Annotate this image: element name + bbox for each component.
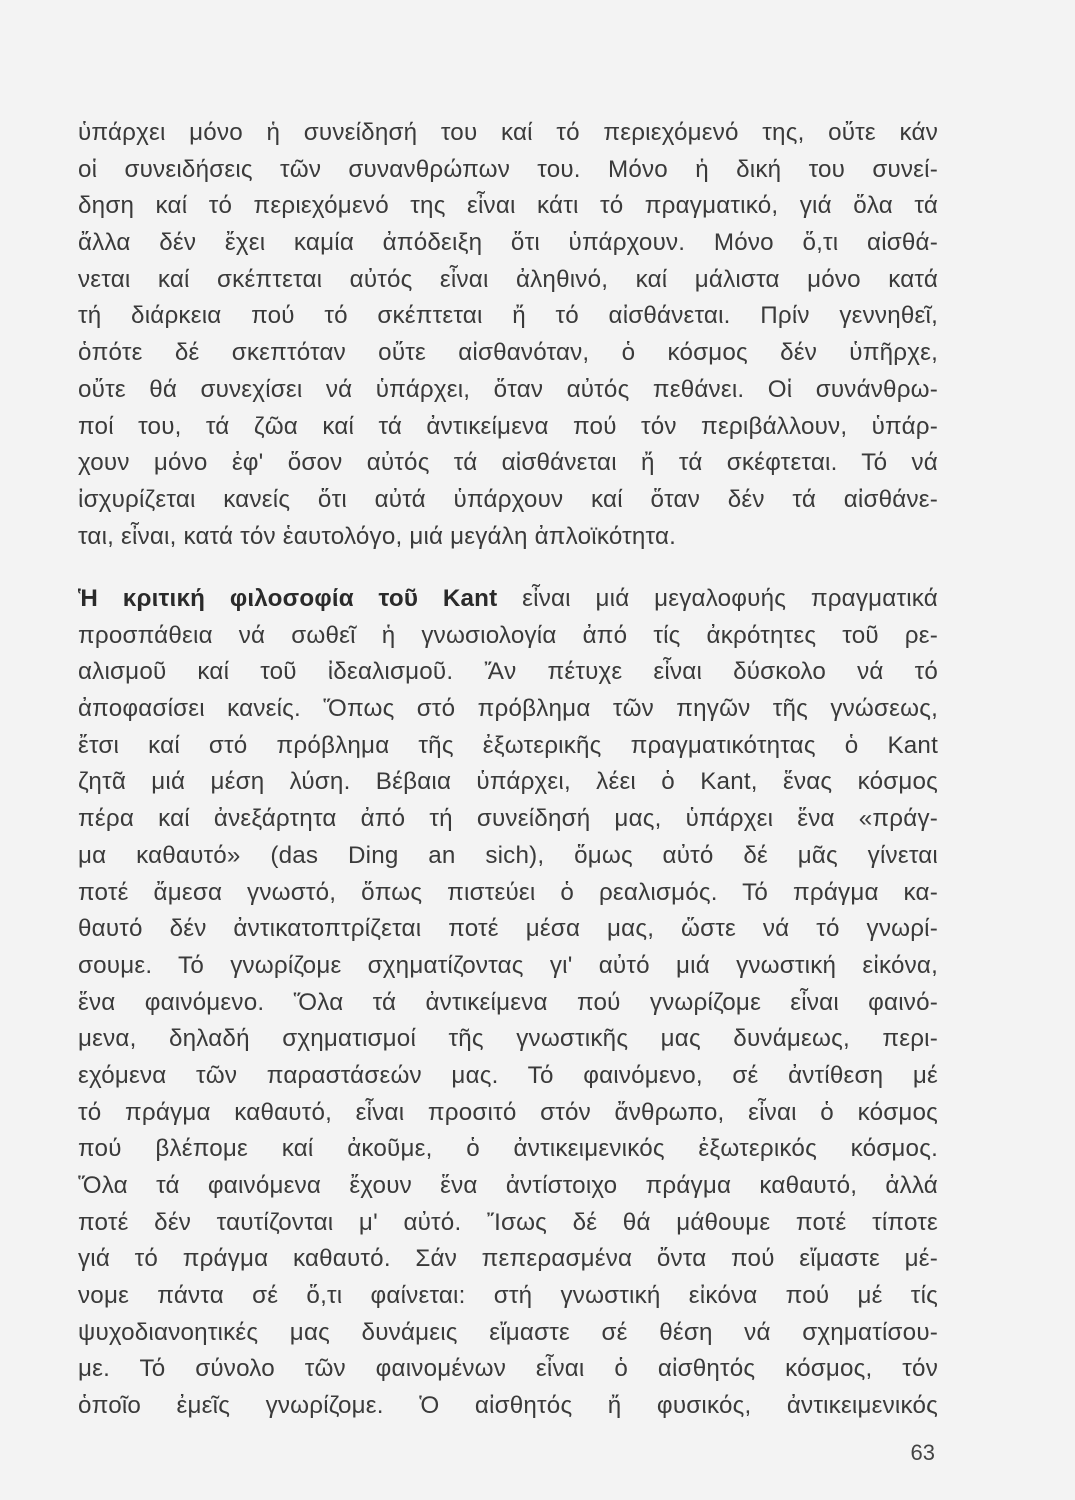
text-line: ἰσχυρίζεται κανείς ὅτι αὐτά ὑπάρχουν καί ὅταν δέν τά αἰσθάνε- xyxy=(78,485,938,513)
text-line: αλισμοῦ καί τοῦ ἰδεαλισμοῦ. Ἄν πέτυχε εἶναι δύσκολο νά τό xyxy=(78,658,938,686)
text-line: ὁποῖο ἐμεῖς γνωρίζομε. Ὁ αἰσθητός ἤ φυσικός, ἀντικειμενικός xyxy=(78,1392,938,1420)
text-line: ὁπότε δέ σκεπτόταν οὔτε αἰσθανόταν, ὁ κόσμος δέν ὑπῆρχε, xyxy=(78,339,938,367)
text-line: Ὅλα τά φαινόμενα ἔχουν ἕνα ἀντίστοιχο πράγμα καθαυτό, ἀλλά xyxy=(78,1172,938,1199)
section-heading: Ἡ κριτική φιλοσοφία τοῦ Kant xyxy=(78,585,498,612)
text-span: εἶναι μιά μεγαλοφυής πραγματικά xyxy=(497,585,938,612)
text-line: ποί του, τά ζῶα καί τά ἀντικείμενα πού τόν περιβάλλουν, ὑπάρ- xyxy=(78,412,938,440)
text-line: μενα, δηλαδή σχηματισμοί τῆς γνωστικῆς μας δυνάμεως, περι- xyxy=(78,1025,938,1053)
text-line: νεται καί σκέπτεται αὐτός εἶναι ἀληθινό, καί μάλιστα μόνο κατά xyxy=(78,265,938,293)
text-line: χουν μόνο ἐφ' ὅσον αὐτός τά αἰσθάνεται ἤ τά σκέφτεται. Τό νά xyxy=(78,449,938,477)
paragraph-subjective-idealism xyxy=(78,115,938,555)
text-line: θαυτό δέν ἀντικατοπτρίζεται ποτέ μέσα μας, ὥστε νά τό γνωρί- xyxy=(78,915,938,943)
text-line: ται, εἶναι, κατά τόν ἑαυτολόγο, μιά μεγάλη ἀπλοϊκότητα. xyxy=(78,522,677,550)
text-line: γιά τό πράγμα καθαυτό. Σάν πεπερασμένα ὄντα πού εἴμαστε μέ- xyxy=(78,1245,938,1273)
text-line: ὑπάρχει μόνο ἡ συνείδησή του καί τό περιεχόμενό της, οὔτε κάν xyxy=(78,119,938,146)
text-line-with-heading xyxy=(78,581,938,618)
text-line: πού βλέπομε καί ἀκοῦμε, ὁ ἀντικειμενικός ἐξωτερικός κόσμος. xyxy=(78,1135,938,1163)
text-line: οἱ συνειδήσεις τῶν συνανθρώπων του. Μόνο ἡ δική του συνεί- xyxy=(78,155,938,183)
text-line: προσπάθεια νά σωθεῖ ἡ γνωσιολογία ἀπό τίς ἀκρότητες τοῦ ρε- xyxy=(78,621,938,649)
text-line: τή διάρκεια πού τό σκέπτεται ἤ τό αἰσθάνεται. Πρίν γεννηθεῖ, xyxy=(78,302,938,330)
text-line: ἕνα φαινόμενο. Ὅλα τά ἀντικείμενα πού γνωρίζομε εἶναι φαινό- xyxy=(78,988,938,1016)
text-line: ποτέ δέν ταυτίζονται μ' αὐτό. Ἴσως δέ θά μάθουμε ποτέ τίποτε xyxy=(78,1208,938,1236)
text-line: νομε πάντα σέ ὅ,τι φαίνεται: στή γνωστική εἰκόνα πού μέ τίς xyxy=(78,1282,938,1310)
page-number: 63 xyxy=(910,1440,935,1465)
text-line: ζητᾶ μιά μέση λύση. Βέβαια ὑπάρχει, λέει ὁ Kant, ἕνας κόσμος xyxy=(78,768,938,796)
text-line: τό πράγμα καθαυτό, εἶναι προσιτό στόν ἄνθρωπο, εἶναι ὁ κόσμος xyxy=(78,1098,938,1126)
text-line: δηση καί τό περιεχόμενό της εἶναι κάτι τό πραγματικό, γιά ὅλα τά xyxy=(78,192,938,220)
text-line: εχόμενα τῶν παραστάσεών μας. Τό φαινόμενο, σέ ἀντίθεση μέ xyxy=(78,1061,938,1089)
text-line: μα καθαυτό» (das Ding an sich), ὅμως αὐτό δέ μᾶς γίνεται xyxy=(78,841,938,869)
text-line: ἔτσι καί στό πρόβλημα τῆς ἐξωτερικῆς πραγματικότητας ὁ Kant xyxy=(78,731,938,759)
text-line: με. Τό σύνολο τῶν φαινομένων εἶναι ὁ αἰσθητός κόσμος, τόν xyxy=(78,1355,938,1383)
text-line: ψυχοδιανοητικές μας δυνάμεις εἴμαστε σέ θέση νά σχηματίσου- xyxy=(78,1318,938,1346)
text-line: οὔτε θά συνεχίσει νά ὑπάρχει, ὅταν αὐτός πεθάνει. Οἱ συνάνθρω- xyxy=(78,375,938,403)
text-line: σουμε. Τό γνωρίζομε σχηματίζοντας γι' αὐτό μιά γνωστική εἰκόνα, xyxy=(78,951,938,979)
text-line: ποτέ ἄμεσα γνωστό, ὅπως πιστεύει ὁ ρεαλισμός. Τό πράγμα κα- xyxy=(78,878,938,906)
text-line: ἄλλα δέν ἔχει καμία ἀπόδειξη ὅτι ὑπάρχουν. Μόνο ὅ,τι αἰσθά- xyxy=(78,229,938,257)
paragraph-kant-critical-philosophy xyxy=(78,581,938,1425)
text-line: ἀποφασίσει κανείς. Ὅπως στό πρόβλημα τῶν πηγῶν τῆς γνώσεως, xyxy=(78,695,938,723)
text-line: πέρα καί ἀνεξάρτητα ἀπό τή συνείδησή μας, ὑπάρχει ἕνα «πράγ- xyxy=(78,805,938,833)
